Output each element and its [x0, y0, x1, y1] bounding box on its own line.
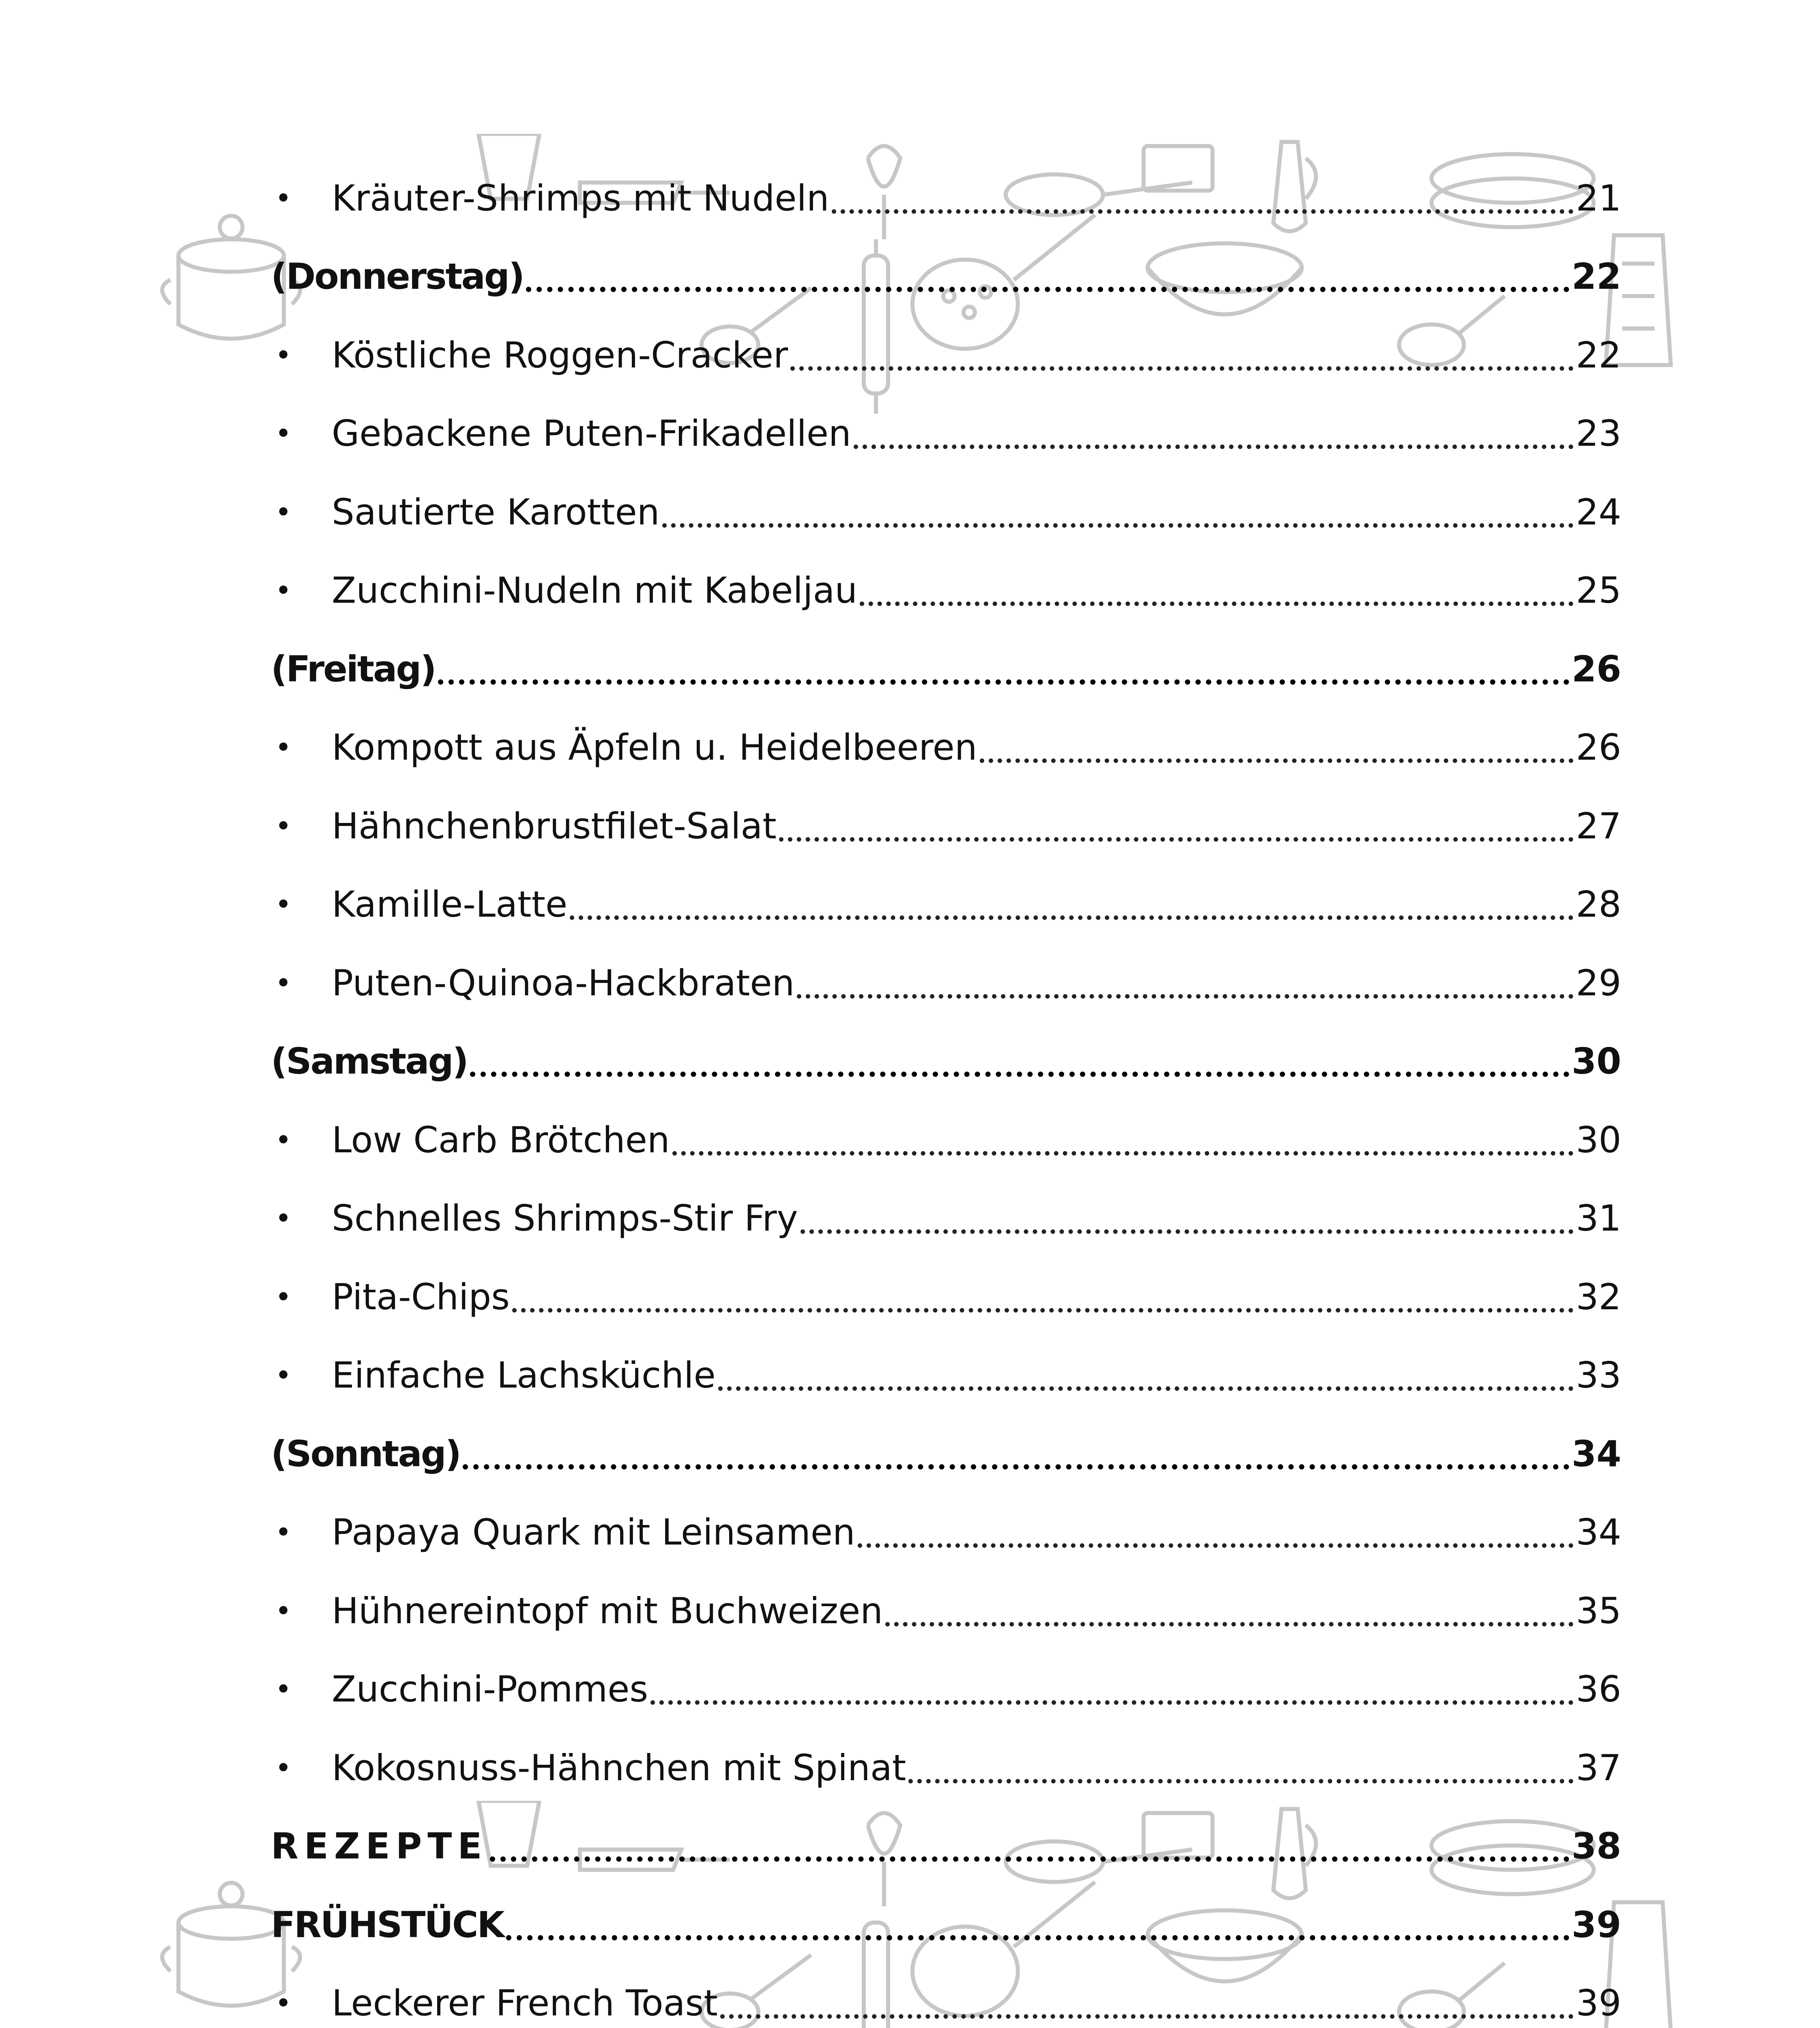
dot-leader	[490, 1845, 1569, 1862]
dot-leader	[832, 198, 1573, 214]
toc-section-title: (Donnerstag)	[271, 256, 524, 298]
toc-chapter-heading[interactable]	[271, 1807, 1621, 1886]
bullet: •	[275, 1123, 292, 1157]
toc-page-number: 39	[1576, 1982, 1621, 2024]
toc-page-number: 28	[1576, 883, 1621, 926]
toc-section-heading[interactable]	[271, 238, 1621, 316]
toc-page-number: 21	[1576, 177, 1621, 219]
toc-page-number: 24	[1576, 491, 1621, 533]
toc-entry[interactable]	[271, 1336, 1621, 1415]
toc-entry-title: Kompott aus Äpfeln u. Heidelbeeren	[332, 726, 977, 769]
dot-leader	[779, 825, 1573, 842]
toc-chapter-title: REZEPTE	[271, 1825, 488, 1867]
toc-entry-title: Hühnereintopf mit Buchweizen	[332, 1590, 883, 1632]
toc-entry-title: Zucchini-Nudeln mit Kabeljau	[332, 569, 858, 612]
toc-page-number: 29	[1576, 962, 1621, 1004]
dot-leader	[463, 1453, 1569, 1469]
toc-page-number: 33	[1576, 1354, 1621, 1396]
toc-page-number: 39	[1571, 1903, 1621, 1946]
toc-entry[interactable]	[271, 316, 1621, 395]
dot-leader	[797, 982, 1573, 999]
toc-entry-title: Papaya Quark mit Leinsamen	[332, 1511, 855, 1553]
toc-entry-title: Zucchini-Pommes	[332, 1668, 648, 1710]
dot-leader	[858, 1532, 1573, 1548]
dot-leader	[650, 1689, 1573, 1705]
toc-entry[interactable]	[271, 1729, 1621, 1807]
toc-entry[interactable]	[271, 395, 1621, 473]
bullet: •	[275, 1987, 292, 2020]
toc-section-heading[interactable]	[271, 630, 1621, 709]
bullet: •	[275, 888, 292, 922]
toc-section-title: (Freitag)	[271, 648, 436, 690]
toc-page-number: 37	[1576, 1747, 1621, 1789]
toc-entry-title: Köstliche Roggen-Cracker	[332, 334, 788, 376]
toc-section-title: (Samstag)	[271, 1040, 468, 1083]
toc-entry[interactable]	[271, 709, 1621, 787]
toc-page-number: 31	[1576, 1197, 1621, 1240]
dot-leader	[570, 904, 1573, 920]
bullet: •	[275, 338, 292, 372]
toc-entry-title: Kräuter-Shrimps mit Nudeln	[332, 177, 829, 219]
bullet: •	[275, 1751, 292, 1785]
toc-entry[interactable]	[271, 473, 1621, 552]
toc-page-number: 30	[1576, 1119, 1621, 1161]
bullet: •	[275, 1202, 292, 1235]
toc-entry-title: Hähnchenbrustfilet-Salat	[332, 805, 777, 847]
bullet: •	[275, 966, 292, 1000]
toc-entry-title: Low Carb Brötchen	[332, 1119, 670, 1161]
toc-entry[interactable]	[271, 787, 1621, 866]
toc-page-number: 34	[1576, 1511, 1621, 1553]
dot-leader	[854, 433, 1573, 449]
bullet: •	[275, 1673, 292, 1706]
toc-entry[interactable]	[271, 1493, 1621, 1572]
bullet: •	[275, 1359, 292, 1392]
table-of-contents	[271, 159, 1621, 2028]
toc-entry[interactable]	[271, 866, 1621, 944]
dot-leader	[470, 1061, 1569, 1077]
toc-entry-title: Pita-Chips	[332, 1276, 510, 1318]
dot-leader	[860, 590, 1573, 606]
bullet: •	[275, 417, 292, 451]
toc-entry[interactable]	[271, 1964, 1621, 2028]
toc-page-number: 34	[1571, 1433, 1621, 1475]
toc-page-number: 25	[1576, 569, 1621, 612]
dot-leader	[720, 2002, 1573, 2019]
toc-entry-title: Einfache Lachsküchle	[332, 1354, 716, 1396]
toc-entry[interactable]	[271, 1572, 1621, 1650]
bullet: •	[275, 1280, 292, 1314]
toc-page-number: 38	[1571, 1825, 1621, 1867]
dot-leader	[506, 1924, 1569, 1940]
toc-page-number: 22	[1576, 334, 1621, 376]
dot-leader	[885, 1610, 1573, 1626]
toc-page-number: 30	[1571, 1040, 1621, 1083]
toc-entry[interactable]	[271, 944, 1621, 1023]
toc-entry[interactable]	[271, 1258, 1621, 1336]
bullet: •	[275, 1516, 292, 1549]
toc-section-heading[interactable]	[271, 1023, 1621, 1101]
toc-entry[interactable]	[271, 1179, 1621, 1258]
toc-entry-title: Leckerer French Toast	[332, 1982, 718, 2024]
toc-entry-title: Puten-Quinoa-Hackbraten	[332, 962, 795, 1004]
bullet: •	[275, 809, 292, 843]
toc-page-number: 26	[1576, 726, 1621, 769]
toc-entry[interactable]	[271, 159, 1621, 238]
dot-leader	[526, 276, 1569, 292]
toc-section-heading[interactable]	[271, 1415, 1621, 1493]
bullet: •	[275, 495, 292, 529]
dot-leader	[672, 1139, 1573, 1156]
dot-leader	[718, 1375, 1573, 1391]
toc-page-number: 32	[1576, 1276, 1621, 1318]
toc-page-number: 22	[1571, 256, 1621, 298]
dot-leader	[801, 1218, 1573, 1234]
toc-entry[interactable]	[271, 552, 1621, 630]
toc-section-title: (Sonntag)	[271, 1433, 461, 1475]
toc-entry-title: Kokosnuss-Hähnchen mit Spinat	[332, 1747, 906, 1789]
toc-section-title: FRÜHSTÜCK	[271, 1903, 504, 1946]
toc-page-number: 26	[1571, 648, 1621, 690]
bullet: •	[275, 181, 292, 215]
toc-entry[interactable]	[271, 1650, 1621, 1729]
dot-leader	[980, 747, 1573, 763]
dot-leader	[908, 1767, 1573, 1783]
dot-leader	[790, 354, 1573, 371]
toc-entry-title: Kamille-Latte	[332, 883, 568, 926]
toc-entry[interactable]	[271, 1101, 1621, 1179]
toc-entry-title: Schnelles Shrimps-Stir Fry	[332, 1197, 798, 1240]
dot-leader	[512, 1296, 1573, 1313]
toc-entry-title: Gebackene Puten-Frikadellen	[332, 412, 851, 455]
bullet: •	[275, 574, 292, 608]
dot-leader	[438, 668, 1569, 685]
toc-page-number: 36	[1576, 1668, 1621, 1710]
toc-entry-title: Sautierte Karotten	[332, 491, 660, 533]
bullet: •	[275, 731, 292, 765]
toc-section-heading[interactable]	[271, 1886, 1621, 1964]
dot-leader	[662, 511, 1573, 528]
bullet: •	[275, 1594, 292, 1628]
toc-page-number: 23	[1576, 412, 1621, 455]
toc-page-number: 27	[1576, 805, 1621, 847]
toc-page-number: 35	[1576, 1590, 1621, 1632]
